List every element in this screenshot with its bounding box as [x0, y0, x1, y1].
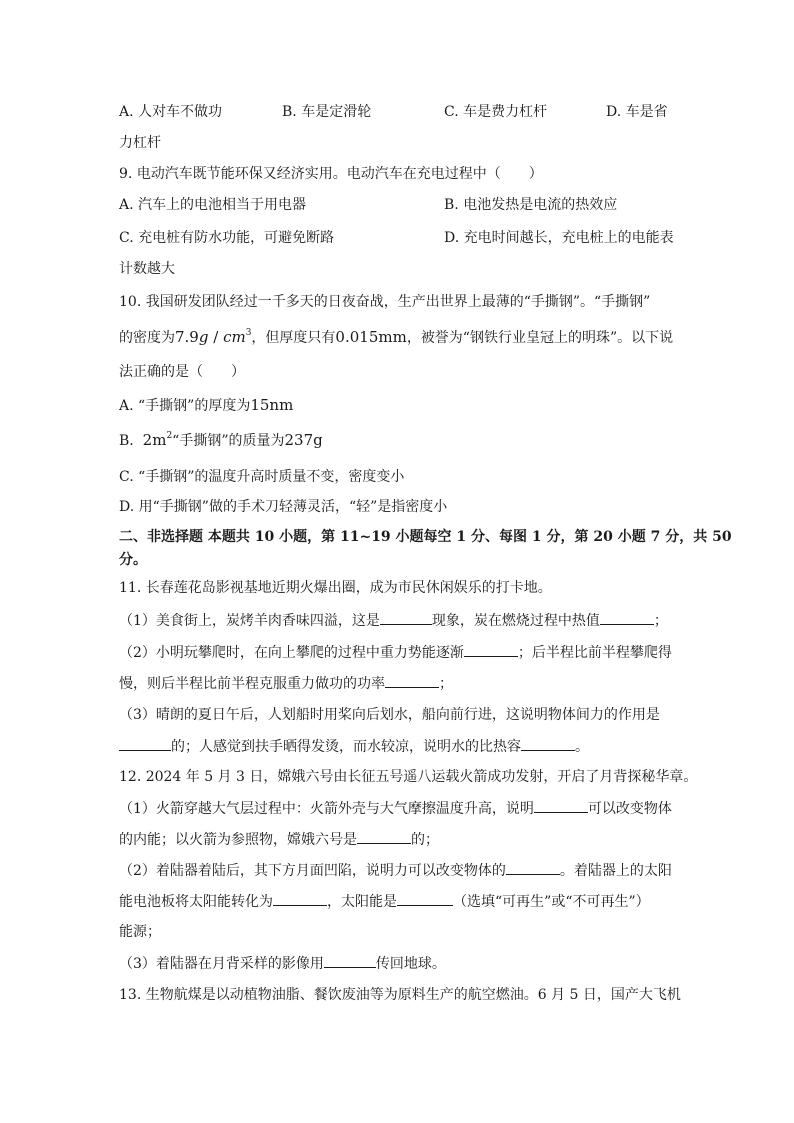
q10-stem-text: 的密度为: [119, 330, 175, 346]
q8-option-a: A. 人对车不做功: [119, 104, 223, 120]
q13-stem: 13. 生物航煤是以动植物油脂、餐饮废油等为原料生产的航空燃油。6 月 5 日，国产大飞机: [119, 987, 681, 1003]
q10-option-d: D. 用“手撕钢”做的手术刀轻薄灵活，“轻”是指密度小: [119, 499, 448, 515]
q8-option-d: D. 车是省: [606, 104, 668, 120]
q8-option-d-continued: 力杠杆: [119, 135, 161, 151]
q9-option-b: B. 电池发热是电流的热效应: [444, 197, 618, 213]
answer-blank: [397, 891, 453, 906]
answer-blank: [464, 642, 518, 657]
q12-part2-continued: 能电池板将太阳能转化为 ，太阳能是 （选填“可再生”或“不可再生”）: [119, 891, 650, 911]
answer-blank: [534, 798, 588, 813]
q9-option-d-continued: 计数越大: [119, 261, 175, 277]
section2-heading-continued: 分。: [119, 552, 147, 568]
q11-part3: （3）晴朗的夏日午后，人划船时用桨向后划水，船向前行进，这说明物体间力的作用是: [119, 707, 660, 723]
q8-option-c: C. 车是费力杠杆: [444, 104, 548, 120]
q10-stem-line1: 10. 我国研发团队经过一千多天的日夜奋战，生产出世界上最薄的“手撕钢”。“手撕钢”: [119, 294, 651, 310]
answer-blank: [506, 860, 560, 875]
answer-blank: [521, 736, 575, 751]
q12-part2: （2）着陆器着陆后，其下方月面凹陷，说明力可以改变物体的 。着陆器上的太阳: [119, 860, 672, 880]
q12-stem: 12. 2024 年 5 月 3 日，嫦娥六号由长征五号遥八运载火箭成功发射，开启了月背探秘华章。: [119, 769, 698, 785]
answer-blank: [600, 610, 654, 625]
q11-part3-continued: 的；人感觉到扶手晒得发烫，而水较凉，说明水的比热容 。: [119, 736, 589, 756]
q8-option-b: B. 车是定滑轮: [282, 104, 372, 120]
q9-stem: 9. 电动汽车既节能环保又经济实用。电动汽车在充电过程中（ ）: [119, 166, 543, 182]
q12-part1: （1）火箭穿越大气层过程中：火箭外壳与大气摩擦温度升高，说明 可以改变物体: [119, 798, 672, 818]
q10-stem-line3: 法正确的是（ ）: [119, 364, 245, 380]
q9-option-c: C. 充电桩有防水功能，可避免断路: [119, 230, 335, 246]
area-expression: $2m^2$: [142, 431, 173, 449]
thickness-value: 0.015mm: [335, 328, 407, 346]
q10-option-c: C. “手撕钢”的温度升高时质量不变，密度变小: [119, 469, 405, 485]
q11-part2-continued: 慢，则后半程比前半程克服重力做功的功率 ；: [119, 673, 453, 693]
q11-stem: 11. 长春莲花岛影视基地近期火爆出圈，成为市民休闲娱乐的打卡地。: [119, 580, 552, 596]
answer-blank: [324, 953, 376, 968]
q12-part2-line3: 能源；: [119, 924, 161, 940]
q11-part1: （1）美食街上，炭烤羊肉香味四溢，这是 现象，炭在燃烧过程中热值 ；: [119, 610, 668, 630]
density-expression: $7.9g / cm^3$: [175, 328, 252, 346]
answer-blank: [119, 736, 171, 751]
q12-part1-continued: 的内能；以火箭为参照物，嫦娥六号是 的；: [119, 829, 439, 849]
q12-part3: （3）着陆器在月背采样的影像用 传回地球。: [119, 953, 446, 973]
q9-option-a: A. 汽车上的电池相当于用电器: [119, 197, 307, 213]
section2-heading: 二、非选择题 本题共 10 小题，第 11~19 小题每空 1 分、每图 1 分，第 20 小题 7 分，共 50: [119, 529, 732, 545]
answer-blank: [273, 891, 327, 906]
q10-option-a: A. “手撕钢”的厚度为15nm: [119, 396, 294, 414]
q10-stem-line2: 的密度为$7.9g / cm^3$，但厚度只有0.015mm，被誉为“钢铁行业皇冠上的明珠”。以下说: [119, 328, 674, 346]
q9-option-d: D. 充电时间越长，充电桩上的电能表: [444, 230, 674, 246]
answer-blank: [380, 610, 432, 625]
q10-option-b: B. $2m^2“$手撕钢”的质量为237g: [119, 431, 323, 449]
q11-part2: （2）小明玩攀爬时，在向上攀爬的过程中重力势能逐渐 ；后半程比前半程攀爬得: [119, 642, 672, 662]
answer-blank: [357, 829, 411, 844]
answer-blank: [385, 673, 439, 688]
